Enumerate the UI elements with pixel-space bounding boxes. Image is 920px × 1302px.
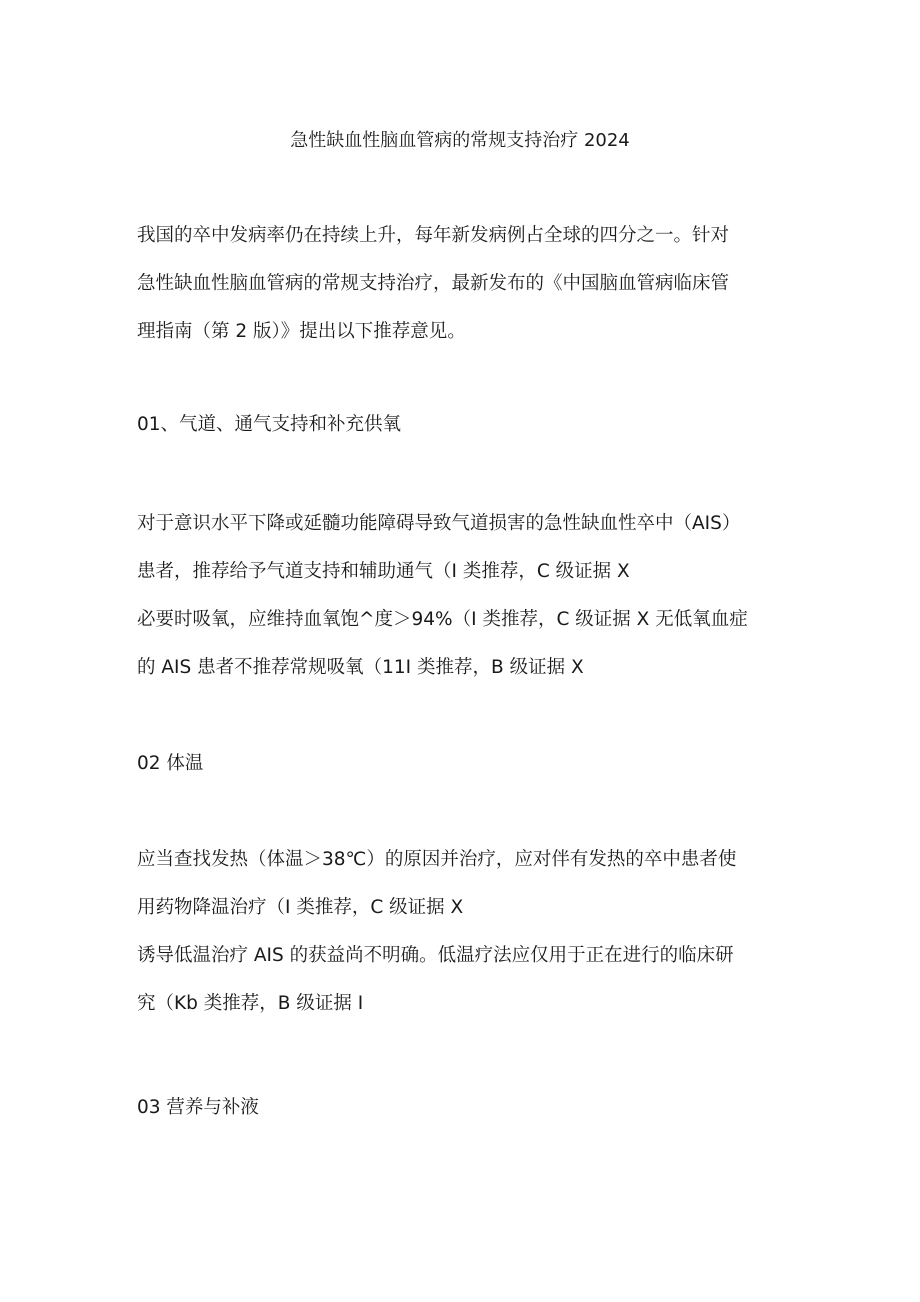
section-paragraph-line: 应当查找发热（体温＞38℃）的原因并治疗，应对伴有发热的卒中患者使 [137,849,737,870]
intro-line: 急性缺血性脑血管病的常规支持治疗，最新发布的《中国脑血管病临床管 [137,273,730,294]
intro-line: 理指南（第 2 版）》提出以下推荐意见。 [137,321,466,342]
section-paragraph-line: 用药物降温治疗（I 类推荐，C 级证据 X [137,897,464,918]
section-paragraph-line: 必要时吸氧，应维持血氧饱^度＞94%（I 类推荐，C 级证据 X 无低氧血症 [137,609,748,630]
intro-line: 我国的卒中发病率仍在持续上升，每年新发病例占全球的四分之一。针对 [137,225,730,246]
section-paragraph-line: 对于意识水平下降或延髓功能障碍导致气道损害的急性缺血性卒中（AIS） [137,513,741,534]
document-title: 急性缺血性脑血管病的常规支持治疗 2024 [290,130,630,151]
section-heading: 02 体温 [137,753,204,774]
section-heading: 01、气道、通气支持和补充供氧 [137,414,402,435]
section-paragraph-line: 患者，推荐给予气道支持和辅助通气（I 类推荐，C 级证据 X [137,561,630,582]
section-paragraph-line: 的 AIS 患者不推荐常规吸氧（11I 类推荐，B 级证据 X [137,657,584,678]
section-paragraph-line: 诱导低温治疗 AIS 的获益尚不明确。低温疗法应仅用于正在进行的临床研 [137,945,734,966]
section-paragraph-line: 究（Kb 类推荐，B 级证据 I [137,993,364,1014]
section-heading: 03 营养与补液 [137,1097,259,1118]
